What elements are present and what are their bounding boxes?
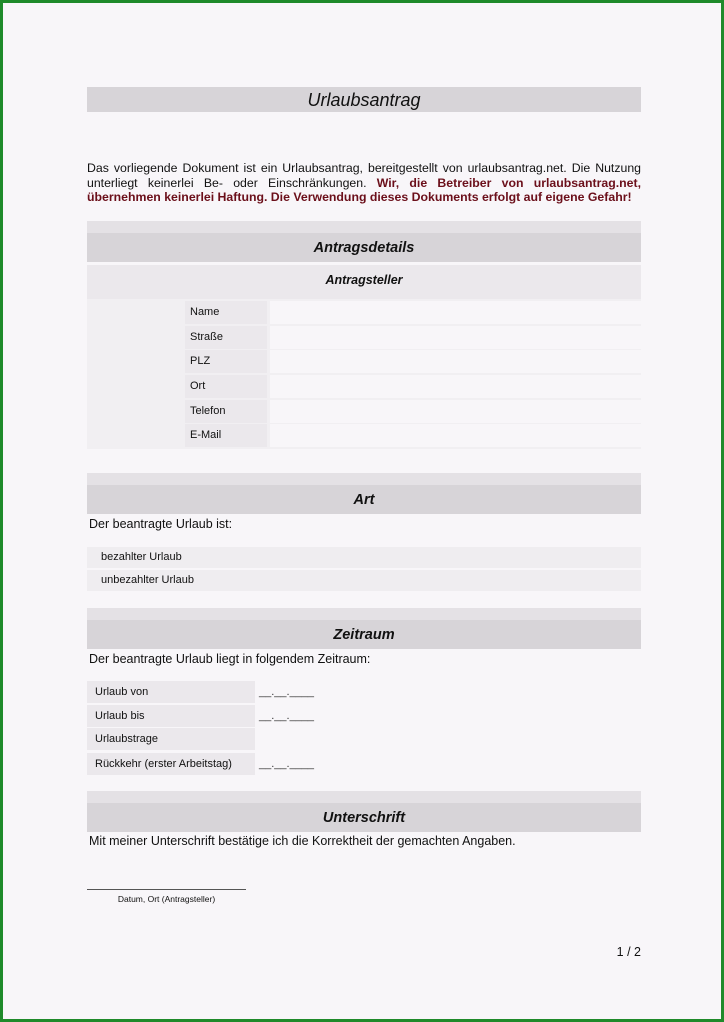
field-label: E-Mail <box>185 424 267 447</box>
field-row-ort <box>185 375 641 398</box>
field-label: Name <box>185 301 267 324</box>
section-heading-art: Art <box>87 473 641 514</box>
intro-text: Das vorliegende Dokument ist ein Urlaubsantrag, bereitgestellt von urlaubsantrag.net. Die Nutzung unterliegt keinerlei Be- oder Einschränkungen. <box>87 161 641 190</box>
signature-line[interactable] <box>87 889 246 890</box>
section-heading-unterschrift: Unterschrift <box>87 791 641 832</box>
intro-paragraph <box>87 161 641 205</box>
ort-field[interactable] <box>270 375 641 398</box>
art-description: Der beantragte Urlaub ist: <box>89 517 233 531</box>
date-from-field[interactable]: __.__.____ <box>259 686 315 698</box>
document-title: Urlaubsantrag <box>87 87 641 112</box>
name-field[interactable] <box>270 301 641 324</box>
option-bezahlter-urlaub[interactable]: bezahlter Urlaub <box>87 547 641 568</box>
phone-field[interactable] <box>270 400 641 423</box>
field-label: Ort <box>185 375 267 398</box>
section-heading-antragsdetails: Antragsdetails <box>87 221 641 262</box>
field-row-strasse <box>185 326 641 349</box>
period-label: Urlaubstrage <box>87 728 255 750</box>
street-field[interactable] <box>270 326 641 349</box>
period-row-rueckkehr <box>87 753 641 775</box>
signature-caption: Datum, Ort (Antragsteller) <box>117 894 216 904</box>
field-row-plz <box>185 350 641 373</box>
return-date-field[interactable]: __.__.____ <box>259 758 315 770</box>
field-label: Telefon <box>185 400 267 423</box>
date-to-field[interactable]: __.__.____ <box>259 710 315 722</box>
field-label: Straße <box>185 326 267 349</box>
field-row-email <box>185 424 641 447</box>
field-row-telefon <box>185 400 641 423</box>
email-field[interactable] <box>270 424 641 447</box>
field-label: PLZ <box>185 350 267 373</box>
period-label: Urlaub bis <box>87 705 255 727</box>
plz-field[interactable] <box>270 350 641 373</box>
period-row-urlaubstage <box>87 728 641 750</box>
period-row-urlaub-von <box>87 681 641 703</box>
page-number: 1 / 2 <box>616 945 641 959</box>
period-label: Rückkehr (erster Arbeitstag) <box>87 753 255 775</box>
applicant-fields <box>87 299 641 449</box>
section-heading-zeitraum: Zeitraum <box>87 608 641 649</box>
period-row-urlaub-bis <box>87 705 641 727</box>
option-unbezahlter-urlaub[interactable]: unbezahlter Urlaub <box>87 570 641 591</box>
field-row-name <box>185 301 641 324</box>
zeitraum-description: Der beantragte Urlaub liegt in folgendem Zeitraum: <box>89 652 371 666</box>
intro-warning: Wir, die Betreiber von urlaubsantrag.net, übernehmen keinerlei Haftung. Die Verwendung dieses Dokuments erfolgt auf eigene Gefahr! <box>87 175 641 204</box>
subheading-antragsteller: Antragsteller <box>87 265 641 299</box>
unterschrift-description: Mit meiner Unterschrift bestätige ich die Korrektheit der gemachten Angaben. <box>89 834 516 848</box>
period-label: Urlaub von <box>87 681 255 703</box>
